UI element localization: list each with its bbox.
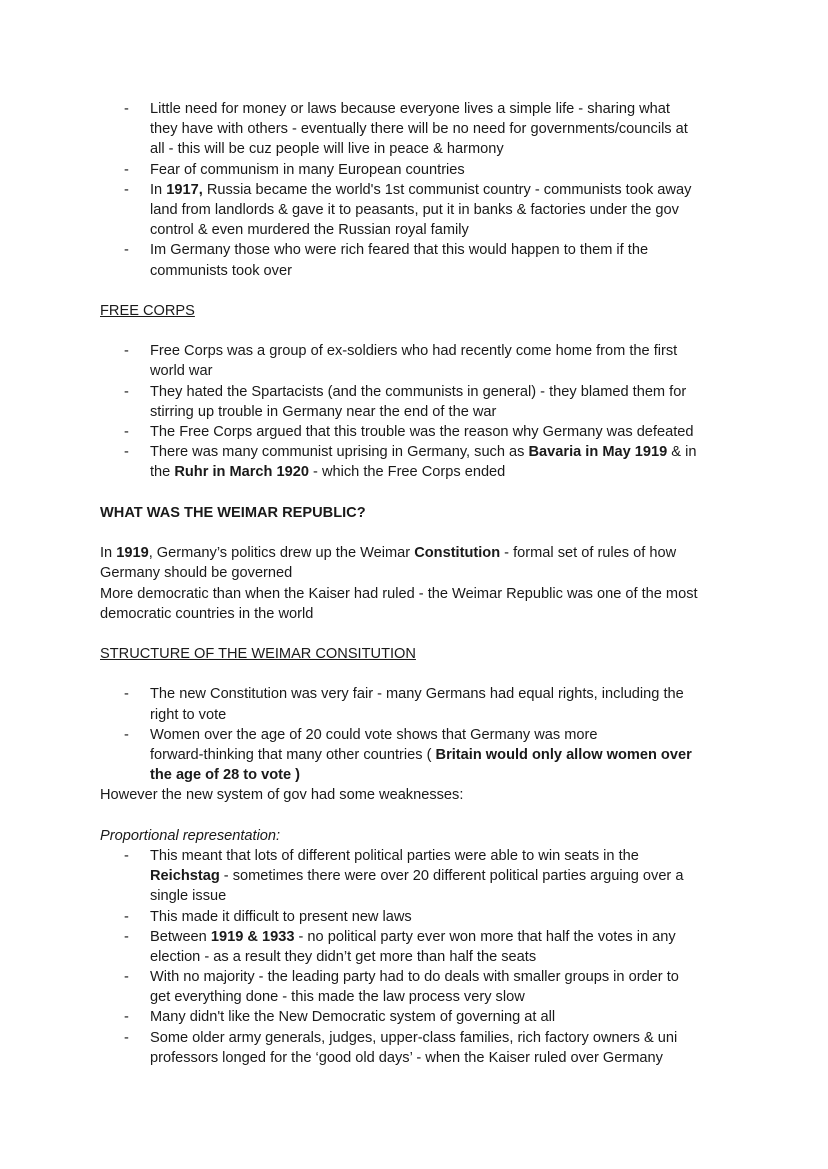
line-text	[150, 220, 469, 240]
line-text	[150, 1028, 677, 1048]
paragraph-line	[0, 826, 828, 846]
text-run: election - as a result they didn’t get more than half the seats	[150, 948, 537, 965]
list-item-line	[0, 765, 828, 785]
line-text	[150, 947, 536, 967]
list-item-line	[0, 240, 828, 260]
list-item-line	[0, 119, 828, 139]
list-item-line	[0, 442, 828, 462]
bold-text: Bavaria in May 1919	[528, 444, 668, 461]
line-text	[150, 119, 688, 139]
text-run: Germany should be governed	[100, 565, 293, 582]
text-run: Many didn't like the New Democratic system of governing at all	[150, 1009, 556, 1026]
line-text	[150, 967, 679, 987]
list-item-line	[0, 139, 828, 159]
text-run: communists took over	[150, 262, 292, 279]
list-item-line	[0, 987, 828, 1007]
list-item-line	[0, 382, 828, 402]
paragraph-line	[0, 644, 828, 664]
line-text	[150, 139, 504, 159]
list-item-line	[0, 261, 828, 281]
line-text	[150, 907, 412, 927]
paragraph-line	[0, 503, 828, 523]
bullet-dash: -	[124, 847, 129, 864]
bullet-dash: -	[124, 383, 129, 400]
text-run: In	[150, 181, 167, 198]
bullet-dash: -	[124, 726, 129, 743]
blank-line	[0, 624, 828, 644]
text-run: With no majority - the leading party had to do deals with smaller groups in order to	[150, 969, 679, 986]
list-item-line	[0, 422, 828, 442]
blank-line	[0, 281, 828, 301]
section-heading: STRUCTURE OF THE WEIMAR CONSITUTION	[100, 646, 416, 663]
line-text	[150, 765, 300, 785]
line-text	[100, 301, 195, 321]
list-item-line	[0, 745, 828, 765]
blank-line	[0, 483, 828, 503]
bold-text: 1919	[116, 545, 149, 562]
list-item-line	[0, 886, 828, 906]
line-text	[150, 866, 683, 886]
line-text	[100, 644, 416, 664]
list-item-line	[0, 402, 828, 422]
paragraph-line	[0, 584, 828, 604]
text-run: However the new system of gov had some weaknesses:	[100, 787, 464, 804]
document-page	[0, 99, 828, 1068]
bullet-dash: -	[124, 1029, 129, 1046]
line-text	[150, 684, 684, 704]
text-run: control & even murdered the Russian royal family	[150, 222, 469, 239]
text-run: Russia became the world's 1st communist country - communists took away	[202, 181, 692, 198]
line-text	[150, 442, 696, 462]
text-run: This meant that lots of different political parties were able to win seats in the	[150, 847, 639, 864]
text-run: - sometimes there were over 20 different political parties arguing over a	[219, 868, 684, 885]
line-text	[100, 584, 698, 604]
bullet-dash: -	[124, 1009, 129, 1026]
text-run: In	[100, 545, 117, 562]
line-text	[150, 422, 694, 442]
blank-line	[0, 806, 828, 826]
line-text	[150, 361, 212, 381]
list-item-line	[0, 1028, 828, 1048]
line-text	[150, 160, 465, 180]
text-run: Between	[150, 928, 211, 945]
list-item-line	[0, 341, 828, 361]
text-run: democratic countries in the world	[100, 605, 314, 622]
line-text	[150, 240, 648, 260]
paragraph-line	[0, 563, 828, 583]
bold-text: 1917,	[166, 181, 203, 198]
text-run: world war	[150, 363, 213, 380]
bold-text: 1919 & 1933	[210, 928, 295, 945]
list-item-line	[0, 947, 828, 967]
line-text	[100, 785, 463, 805]
list-item-line	[0, 846, 828, 866]
bullet-dash: -	[124, 161, 129, 178]
list-item-line	[0, 705, 828, 725]
text-run: & in	[667, 444, 697, 461]
text-run: Fear of communism in many European countries	[150, 161, 465, 178]
line-text	[150, 180, 691, 200]
list-item-line	[0, 1007, 828, 1027]
list-item-line	[0, 99, 828, 119]
line-text	[150, 886, 226, 906]
blank-line	[0, 664, 828, 684]
list-item-line	[0, 1048, 828, 1068]
list-item-line	[0, 967, 828, 987]
text-run: they have with others - eventually there will be no need for governments/councils at	[150, 121, 688, 138]
list-item-line	[0, 866, 828, 886]
paragraph-line	[0, 543, 828, 563]
text-run: More democratic than when the Kaiser had ruled - the Weimar Republic was one of the most	[100, 585, 698, 602]
line-text	[100, 826, 280, 846]
list-item-line	[0, 160, 828, 180]
text-run: They hated the Spartacists (and the communists in general) - they blamed them for	[150, 383, 687, 400]
bold-text: WHAT WAS THE WEIMAR REPUBLIC?	[100, 504, 366, 521]
bold-text: Ruhr in March 1920	[174, 464, 309, 481]
bullet-dash: -	[124, 343, 129, 360]
italic-subheading: Proportional representation:	[100, 827, 281, 844]
line-text	[150, 341, 677, 361]
bullet-dash: -	[124, 444, 129, 461]
bullet-dash: -	[124, 686, 129, 703]
text-run: stirring up trouble in Germany near the end of the war	[150, 403, 497, 420]
list-item-line	[0, 220, 828, 240]
text-run: Some older army generals, judges, upper-class families, rich factory owners & uni	[150, 1029, 678, 1046]
list-item-line	[0, 462, 828, 482]
list-item-line	[0, 361, 828, 381]
line-text	[150, 846, 639, 866]
text-run: get everything done - this made the law process very slow	[150, 989, 525, 1006]
list-item-line	[0, 907, 828, 927]
line-text	[100, 604, 313, 624]
line-text	[150, 99, 670, 119]
bullet-dash: -	[124, 242, 129, 259]
list-item-line	[0, 684, 828, 704]
text-run: - no political party ever won more that half the votes in any	[294, 928, 676, 945]
line-text	[150, 705, 226, 725]
line-text	[150, 382, 686, 402]
text-run: - formal set of rules of how	[500, 545, 677, 562]
text-run: Im Germany those who were rich feared that this would happen to them if the	[150, 242, 649, 259]
list-item-line	[0, 725, 828, 745]
line-text	[150, 725, 598, 745]
text-run: Free Corps was a group of ex-soldiers who had recently come home from the first	[150, 343, 678, 360]
text-run: This made it difficult to present new laws	[150, 908, 412, 925]
blank-line	[0, 321, 828, 341]
text-run: There was many communist uprising in Germany, such as	[150, 444, 529, 461]
bullet-dash: -	[124, 181, 129, 198]
blank-line	[0, 523, 828, 543]
text-run: The Free Corps argued that this trouble was the reason why Germany was defeated	[150, 424, 694, 440]
line-text	[100, 543, 676, 563]
text-run: professors longed for the ‘good old days’ - when the Kaiser ruled over Germany	[150, 1049, 663, 1066]
bullet-dash: -	[124, 928, 129, 945]
text-run: single issue	[150, 888, 227, 905]
line-text	[100, 503, 366, 523]
paragraph-line	[0, 785, 828, 805]
line-text	[150, 987, 525, 1007]
bullet-dash: -	[124, 908, 129, 925]
list-item-line	[0, 200, 828, 220]
text-run: forward-thinking that many other countries (	[150, 747, 436, 763]
bold-text: Constitution	[414, 545, 501, 562]
text-run: , Germany’s politics drew up the Weimar	[148, 545, 415, 562]
bold-text: Britain would only allow women over	[435, 747, 692, 763]
text-run: The new Constitution was very fair - many Germans had equal rights, including the	[150, 686, 684, 703]
list-item-line	[0, 180, 828, 200]
text-run: - which the Free Corps ended	[308, 464, 506, 481]
line-text	[150, 927, 676, 947]
line-text	[150, 402, 496, 422]
line-text	[150, 261, 292, 281]
bullet-dash: -	[124, 969, 129, 986]
line-text	[150, 1048, 663, 1068]
paragraph-line	[0, 301, 828, 321]
line-text	[150, 462, 505, 482]
line-text	[100, 563, 292, 583]
list-item-line	[0, 927, 828, 947]
text-run: all - this will be cuz people will live in peace & harmony	[150, 141, 504, 158]
line-text	[150, 1007, 555, 1027]
bold-text: the age of 28 to vote )	[150, 767, 301, 784]
bold-text: Reichstag	[150, 868, 220, 885]
line-text	[150, 200, 679, 220]
bullet-dash: -	[124, 101, 129, 117]
paragraph-line	[0, 604, 828, 624]
text-run: the	[150, 464, 175, 481]
text-run: Women over the age of 20 could vote shows that Germany was more	[150, 726, 598, 743]
line-text	[150, 745, 692, 765]
bullet-dash: -	[124, 424, 129, 440]
text-run: Little need for money or laws because everyone lives a simple life - sharing what	[150, 101, 670, 117]
text-run: right to vote	[150, 706, 227, 723]
text-run: land from landlords & gave it to peasants, put it in banks & factories under the gov	[150, 201, 679, 218]
section-heading: FREE CORPS	[100, 302, 195, 319]
